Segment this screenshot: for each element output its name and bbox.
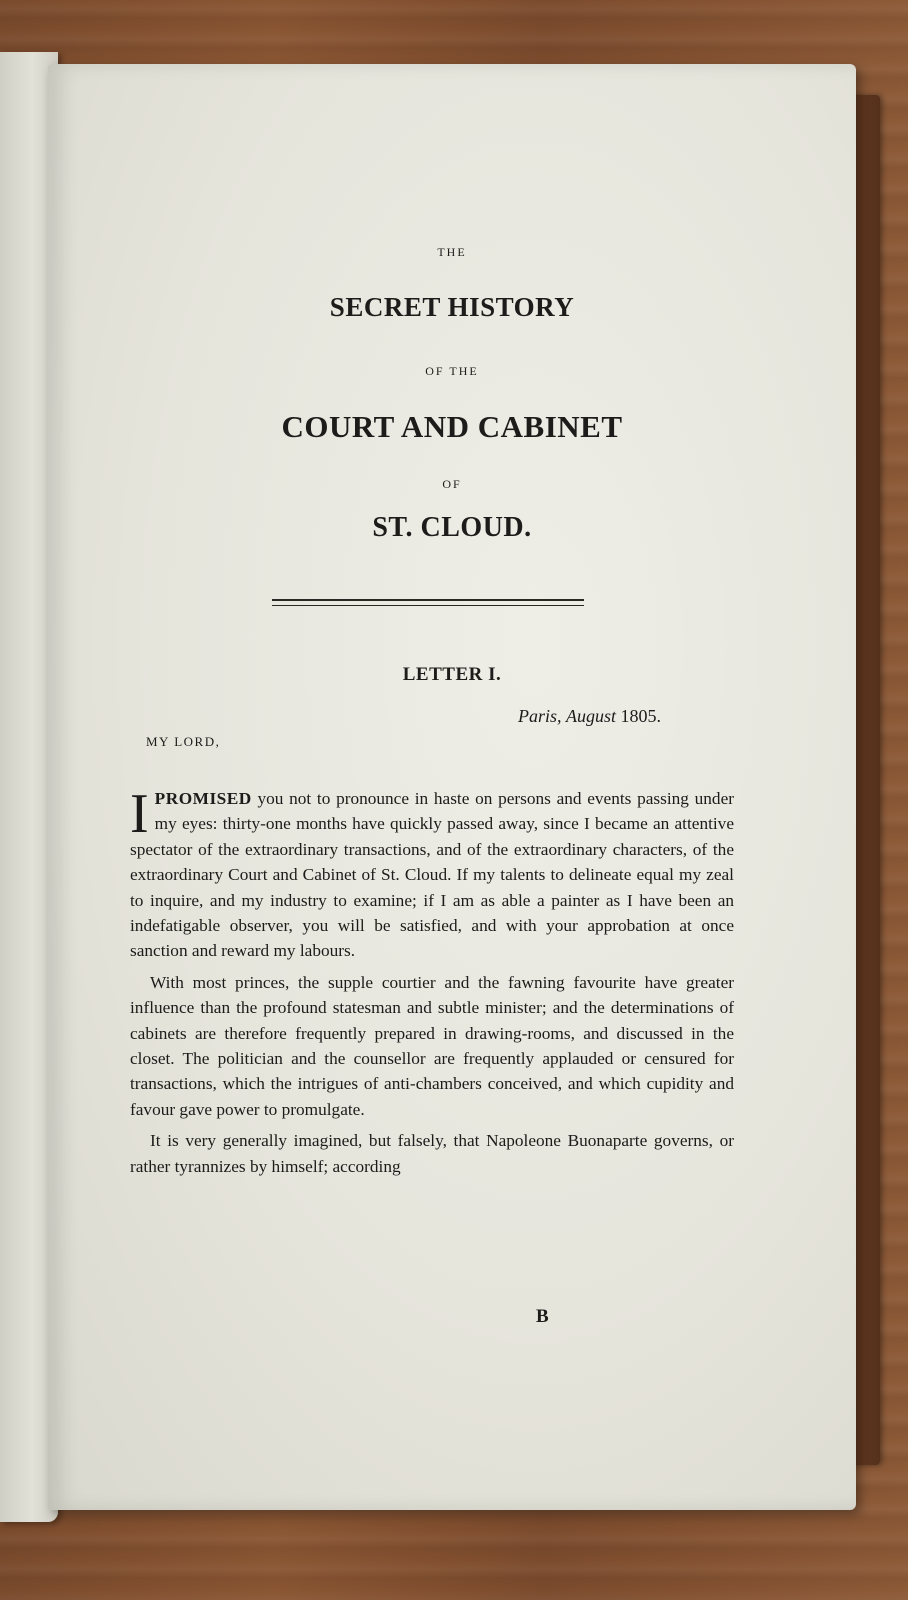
letter-body — [130, 783, 734, 1179]
paragraph-3: It is very generally imagined, but falsely, that Napoleone Buonaparte governs, or rather tyrannizes by himself; according — [130, 1131, 734, 1176]
header-of-the: OF THE — [425, 364, 479, 378]
header-the: THE — [437, 245, 467, 259]
header-court-and-cabinet: COURT AND CABINET — [281, 409, 623, 444]
double-rule-divider — [272, 599, 584, 606]
header-of: OF — [442, 477, 462, 491]
drop-cap: I — [130, 783, 149, 845]
paragraph-1-text: you not to pronounce in haste on persons and events passing under my eyes: thirty-one months have quickly passed away, since I became an attentive spectator of the extraordinary transactions, and of the extraordinary characters, of the extraordinary Court and Cabinet of St. Cloud. If my talents to delineate equal my zeal to inquire, and my industry to examine; if I am as able a painter as I have been an indefatigable observer, you will be satisfied, and with your approbation at once sanction and reward my labours. — [130, 789, 734, 961]
dateline — [518, 706, 661, 727]
header-st-cloud: ST. CLOUD. — [372, 512, 532, 543]
signature-mark: B — [536, 1306, 549, 1327]
header-secret-history: SECRET HISTORY — [329, 292, 575, 322]
paragraph-1-first-word: PROMISED — [154, 789, 252, 808]
salutation: MY LORD, — [146, 734, 221, 749]
dateline-month: August — [566, 706, 617, 726]
dateline-place: Paris, — [518, 706, 562, 726]
paragraph-2: With most princes, the supple courtier and the fawning favourite have greater influence than the profound statesman and subtle minister; and the determinations of cabinets are therefore frequently prepared in drawing-rooms, and discussed in the closet. The politician and the counsellor are frequently applauded or censured for transactions, which the intrigues of anti-chambers conceived, and which cupidity and favour gave power to promulgate. — [130, 972, 734, 1119]
paragraph-1 — [130, 783, 734, 964]
dateline-year: 1805. — [620, 706, 662, 726]
book-page — [48, 64, 856, 1510]
letter-title: LETTER I. — [402, 664, 502, 685]
